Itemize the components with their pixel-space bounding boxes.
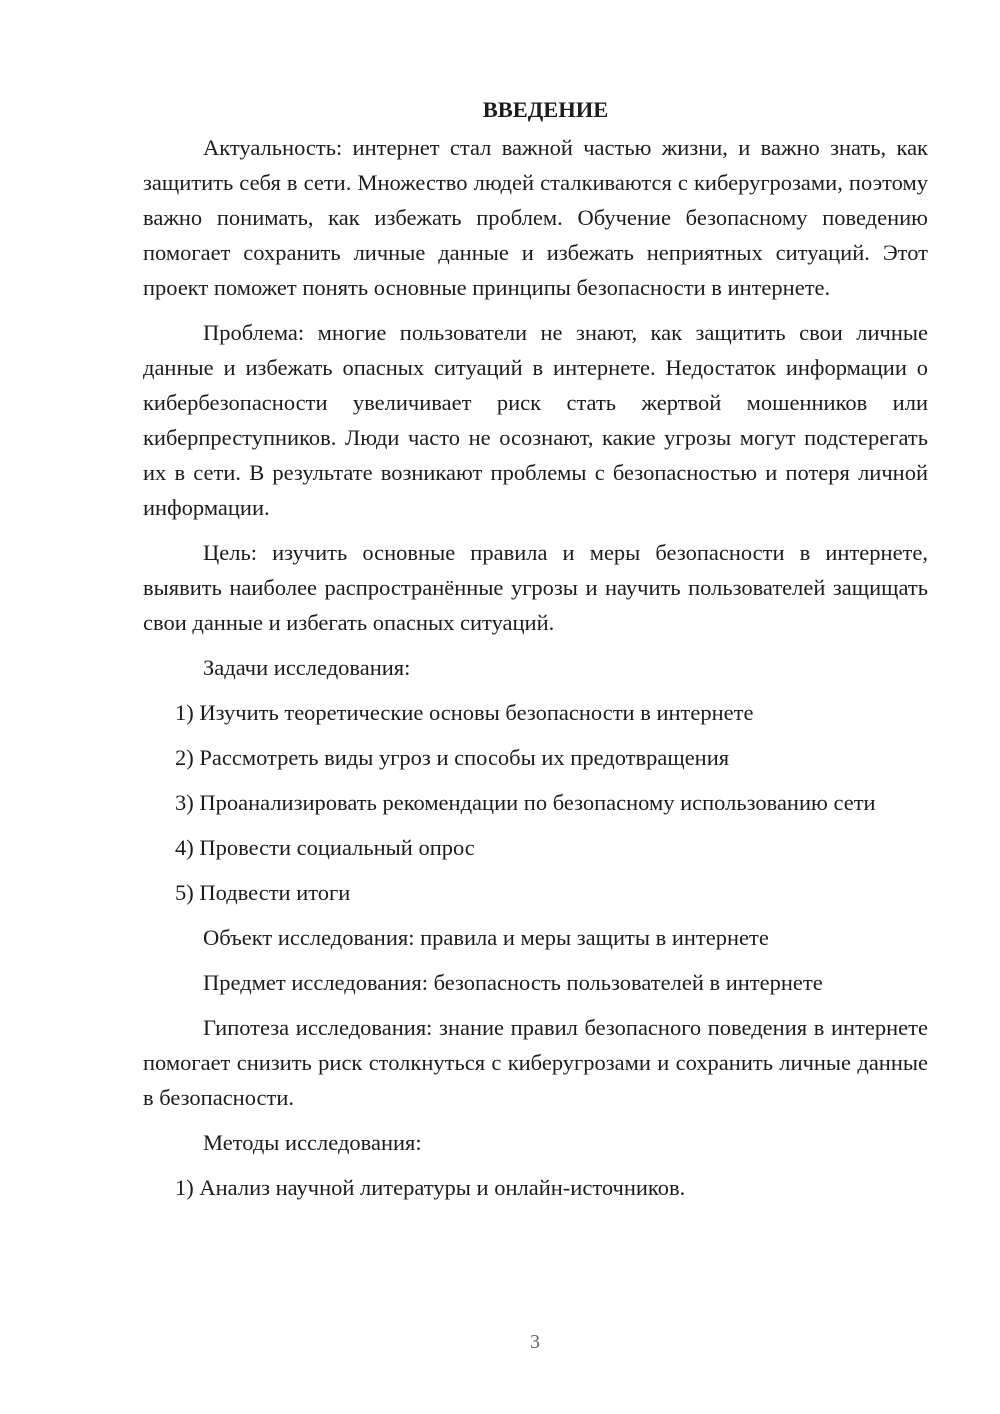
task-item: 2) Рассмотреть виды угроз и способы их предотвращения [175,745,730,770]
task-item: 1) Изучить теоретические основы безопасности в интернете [175,700,754,725]
page-title: ВВЕДЕНИЕ [482,97,609,122]
problem-paragraph: Проблема: многие пользователи не знают, как защитить свои личные данные и избежать опасных ситуаций в интернете. Недостаток информации о кибербезопасности увеличивает риск стать жертвой мошенников или киберпреступников. Люди часто не осознают, какие угрозы могут подстерегать их в сети. В результате возникают проблемы с безопасностью и потеря личной информации. [143,320,928,520]
task-item: 3) Проанализировать рекомендации по безопасному использованию сети [175,790,876,815]
task-item: 5) Подвести итоги [175,880,351,905]
page-content [143,91,928,1215]
goal-paragraph: Цель: изучить основные правила и меры безопасности в интернете, выявить наиболее распространённые угрозы и научить пользователей защищать свои данные и избегать опасных ситуаций. [143,540,928,635]
methods-heading: Методы исследования: [203,1130,422,1155]
research-object: Объект исследования: правила и меры защиты в интернете [203,925,769,950]
method-item: 1) Анализ научной литературы и онлайн-источников. [175,1175,686,1200]
relevance-paragraph: Актуальность: интернет стал важной частью жизни, и важно знать, как защитить себя в сети. Множество людей сталкиваются с киберугрозами, поэтому важно понимать, как избежать проблем. Обучение безопасному поведению помогает сохранить личные данные и избежать неприятных ситуаций. Этот проект поможет понять основные принципы безопасности в интернете. [143,135,928,300]
research-subject: Предмет исследования: безопасность пользователей в интернете [203,970,823,995]
task-item: 4) Провести социальный опрос [175,835,475,860]
hypothesis-paragraph: Гипотеза исследования: знание правил безопасного поведения в интернете помогает снизить риск столкнуться с киберугрозами и сохранить личные данные в безопасности. [143,1015,928,1110]
page-number: 3 [530,1331,540,1353]
tasks-heading: Задачи исследования: [203,655,411,680]
